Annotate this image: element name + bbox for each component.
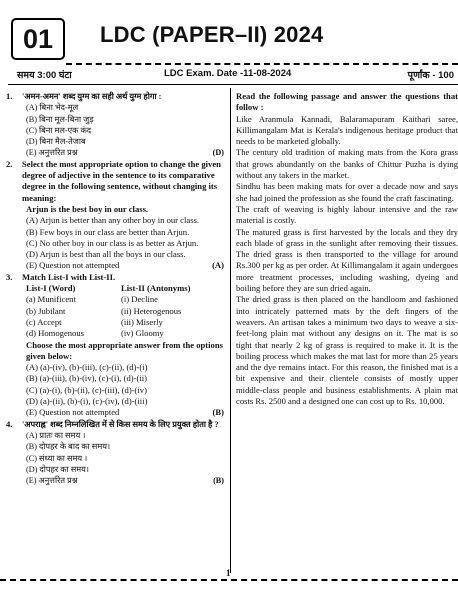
option-d: (D) (a)-(ii), (b)-(i), (c)-(iv), (d)-(iii) <box>26 396 148 407</box>
answer-key: (B) <box>212 407 224 418</box>
option-d: (D) दोपहर का समय। <box>26 464 90 474</box>
passage-paragraph: The craft of weaving is highly labour intensive and the raw material is costly. <box>236 203 458 226</box>
option-a: (A) बिना भेद-मूल <box>26 103 79 113</box>
header-rule <box>8 84 458 85</box>
option-d: (D) Arjun is best than all the boys in our class. <box>26 249 186 260</box>
list-headers <box>6 283 224 294</box>
option-c: (C) (a)-(i), (b)-(ii), (c)-(iii), (d)-(iv) <box>26 384 147 395</box>
option-row-e <box>6 260 224 271</box>
option-c: (C) संध्या का समय । <box>26 453 88 463</box>
column-divider <box>230 88 231 573</box>
option-a: (A) प्रातः का समय । <box>26 430 86 440</box>
question-number: 4. <box>6 418 13 429</box>
footer-dashed-rule <box>0 579 458 581</box>
match-pair <box>6 306 224 317</box>
list-2-header: List-II (Antonyms) <box>121 283 191 294</box>
right-column <box>236 91 458 407</box>
question-number: 2. <box>6 158 13 169</box>
paper-number-badge: 01 <box>11 18 65 60</box>
option-row-e <box>6 475 224 486</box>
page-number: 1 <box>226 568 231 578</box>
option-c: (C) बिना मल-एक कंद <box>26 125 92 135</box>
list-2-item: (iii) Miserly <box>121 316 163 327</box>
option-b: (B) (a)-(iii), (b)-(iv), (c)-(i), (d)-(ii) <box>26 373 147 384</box>
list-1-item: (b) Jubilant <box>26 305 66 316</box>
list-1-item: (c) Accept <box>26 316 62 327</box>
list-1-header: List-I (Word) <box>26 283 76 294</box>
question-number: 3. <box>6 271 13 282</box>
option-a: (A) (a)-(iv), (b)-(iii), (c)-(ii), (d)-(i) <box>26 362 148 373</box>
question-text: 'अमन-अमन' शब्द युग्म का सही अर्थ युग्म होगा : <box>22 92 162 101</box>
option-b: (B) दोपहर के बाद का समय। <box>26 442 111 452</box>
option-b: (B) Few boys in our class are better than Arjun. <box>26 226 190 237</box>
match-pair <box>6 294 224 305</box>
paper-title: LDC (PAPER–II) 2024 <box>100 22 324 47</box>
question-text: Select the most appropriate option to change the given degree of adjective in the sentence to its comparative degree in the following sentence, without changing its meaning: <box>22 158 221 203</box>
option-e: (E) अनुत्तरित प्रश्न <box>26 476 78 486</box>
match-pair <box>6 317 224 328</box>
option-e: (E) Question not attempted <box>26 407 120 418</box>
option-row-e <box>6 147 224 158</box>
option-b: (B) बिना मूल-बिना जुड़ <box>26 114 94 124</box>
question-instruction: Choose the most appropriate answer from the options given below: <box>26 339 223 361</box>
left-column <box>6 91 224 486</box>
option-c: (C) No other boy in our class is as better as Arjun. <box>26 237 199 248</box>
option-d: (D) बिना मैल-तेजाब <box>26 137 86 147</box>
passage-heading: Read the following passage and answer the questions that follow : <box>236 91 458 113</box>
passage-paragraph: The matured grass is first harvested by the locals and they dry each blade of grass in the sunlight after removing their tissues. The dried grass is then transported to the village for around Rs.300 per kg as per order. At Killimangalam it again undergoes more treatment processes, including washing, dyeing and boiling before they are sun dried again. <box>236 226 458 294</box>
question-number: 1. <box>6 91 13 101</box>
question-sentence: Arjun is the best boy in our class. <box>26 203 149 214</box>
question-3 <box>6 272 224 283</box>
question-1 <box>6 91 224 102</box>
option-a: (A) Arjun is better than any other boy in our class. <box>26 215 200 226</box>
exam-time: समय 3:00 घंटा <box>17 70 72 81</box>
exam-date: LDC Exam. Date -11-08-2024 <box>164 68 292 79</box>
passage-paragraph: Like Aranmula Kannadi, Balaramapuram Kaithari saree, Killimangalam Mat is Kerala's indigenous heritage product that needs to be marketed globally. <box>236 113 458 147</box>
question-4 <box>6 419 224 430</box>
answer-key: (B) <box>213 476 224 486</box>
option-e: (E) Question not attempted <box>26 260 120 271</box>
passage-paragraph: The century old tradition of making mats from the Kora grass that grows abundantly on the banks of Chittur Puzha is dying without any takers in the market. <box>236 147 458 181</box>
page-header <box>0 0 458 88</box>
passage-paragraph: Sindhu has been making mats for over a decade now and says she had joined the profession as she found the craft fascinating. <box>236 181 458 203</box>
list-1-item: (a) Munificent <box>26 294 76 305</box>
question-text: 'अपराह्न' शब्द निम्नलिखित में से किस समय के लिए प्रयुक्त होता है ? <box>22 419 219 429</box>
total-marks: पूर्णांक - 100 <box>407 70 454 81</box>
answer-key: (A) <box>212 260 224 271</box>
list-2-item: (iv) Gloomy <box>121 328 164 339</box>
passage-paragraph: The dried grass is then placed on the handloom and fashioned into intricately patterned mats by the deft fingers of the weavers. An artisan takes a minimum two days to weave a six-feet-long plain mat without any designs on it. The mat is so tight that nearly 2 kg of grass is required to make it. It is the boiling process which makes the mat last for more than 25 years and the dye remains intact. For this reason, the finished mat is a bit expensive and their clientele consists of mostly upper middle-class people and business establishments. A plain mat costs Rs. 2500 and a designed one can cost up to Rs. 10,000. <box>236 294 458 407</box>
list-2-item: (ii) Heterogenous <box>121 305 182 316</box>
option-e: (E) अनुत्तरित प्रश्न <box>26 148 78 158</box>
header-dashed-rule <box>66 63 458 65</box>
question-text: Match List-I with List-II. <box>22 271 116 282</box>
question-2 <box>6 159 224 204</box>
list-1-item: (d) Homogenous <box>26 328 84 339</box>
option-row-e <box>6 407 224 418</box>
answer-key: (D) <box>212 148 224 158</box>
match-pair <box>6 328 224 339</box>
list-2-item: (i) Decline <box>121 294 158 305</box>
